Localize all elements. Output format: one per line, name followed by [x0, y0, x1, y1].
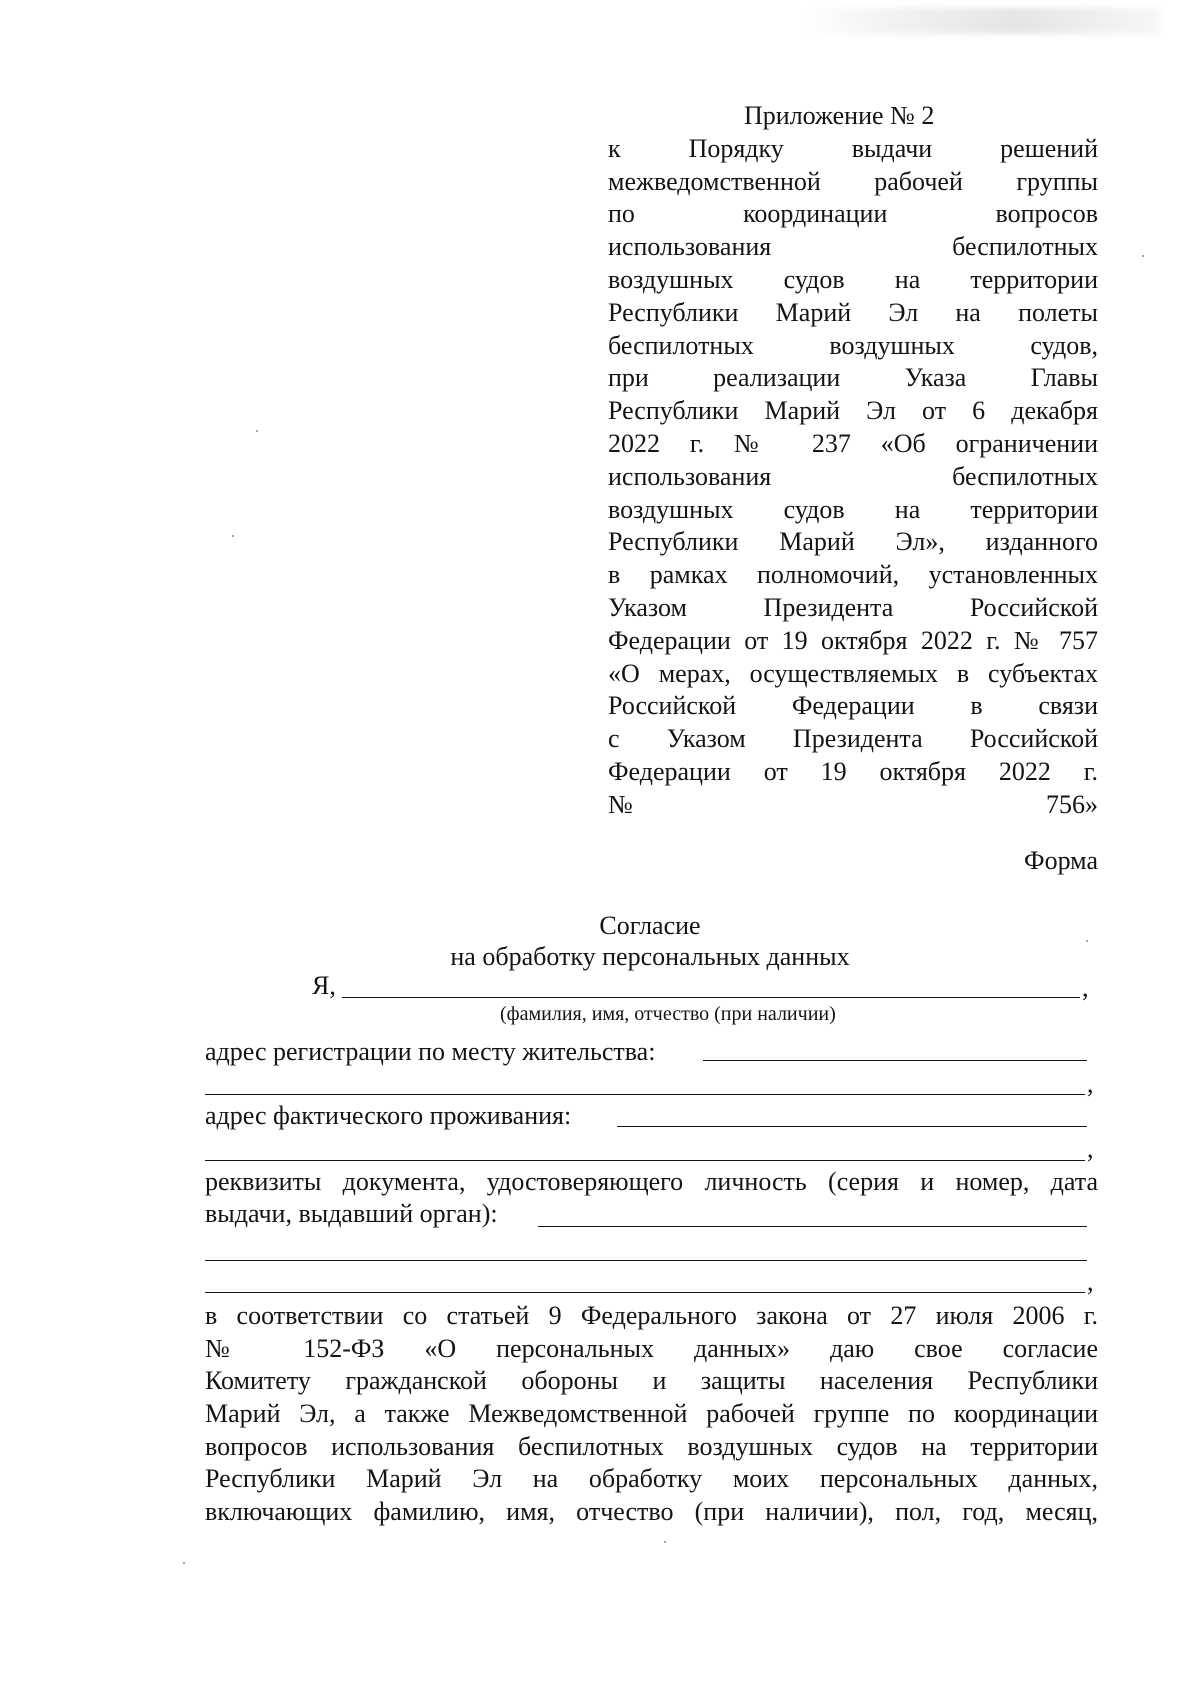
appendix-line: «О мерах, осуществляемых в субъектах	[608, 658, 1098, 688]
actual-address-field-continued[interactable]	[205, 1160, 1085, 1161]
appendix-line: 2022 г. № 237 «Об ограничении	[608, 428, 1098, 458]
id-document-field[interactable]	[538, 1226, 1087, 1227]
consent-line: вопросов использования беспилотных воздушных судов на территории	[205, 1431, 1098, 1461]
appendix-block	[608, 100, 1098, 822]
appendix-line: в рамках полномочий, установленных	[608, 560, 1098, 590]
appendix-line: при реализации Указа Главы	[608, 363, 1098, 393]
name-comma: ,	[1082, 973, 1089, 1002]
actual-address-field[interactable]	[617, 1126, 1087, 1127]
consent-line: № 152-ФЗ «О персональных данных» даю свое согласие	[205, 1333, 1098, 1363]
consent-paragraph	[205, 1300, 1098, 1529]
registration-address-field[interactable]	[703, 1060, 1087, 1061]
registration-label: адрес регистрации по месту жительства:	[205, 1037, 656, 1066]
name-hint: (фамилия, имя, отчество (при наличии)	[500, 1003, 836, 1025]
id-document-label: реквизиты документа, удостоверяющего личность (серия и номер, дата	[205, 1167, 1098, 1196]
id-document-label-continued: выдачи, выдавший орган):	[205, 1199, 498, 1228]
appendix-line: использования беспилотных	[608, 461, 1098, 491]
appendix-line: воздушных судов на территории	[608, 494, 1098, 524]
appendix-line: межведомственной рабочей группы	[608, 166, 1098, 196]
appendix-line: Республики Марий Эл на полеты	[608, 297, 1098, 327]
appendix-line: с Указом Президента Российской	[608, 724, 1098, 754]
scan-speck	[183, 1562, 185, 1564]
appendix-line: Российской Федерации в связи	[608, 691, 1098, 721]
appendix-line: беспилотных воздушных судов,	[608, 330, 1098, 360]
appendix-line: Указом Президента Российской	[608, 592, 1098, 622]
scan-artifact	[800, 8, 1160, 34]
appendix-line: к Порядку выдачи решений	[608, 133, 1098, 163]
appendix-title: Приложение № 2	[744, 101, 935, 130]
appendix-line: воздушных судов на территории	[608, 264, 1098, 294]
consent-line: в соответствии со статьей 9 Федерального закона от 27 июля 2006 г.	[205, 1301, 1098, 1330]
appendix-line: Республики Марий Эл от 6 декабря	[608, 396, 1098, 426]
scan-speck	[1142, 255, 1144, 257]
appendix-line: по координации вопросов	[608, 199, 1098, 229]
actual-address-comma: ,	[1087, 1134, 1094, 1163]
appendix-line: Федерации от 19 октября 2022 г.	[608, 756, 1098, 786]
registration-address-field-continued[interactable]	[205, 1094, 1085, 1095]
id-document-comma: ,	[1087, 1267, 1094, 1296]
id-document-field-line2[interactable]	[205, 1260, 1087, 1261]
id-document-field-line3[interactable]	[205, 1292, 1085, 1293]
form-label: Форма	[1024, 846, 1098, 875]
document-subtitle: на обработку персональных данных	[450, 942, 850, 971]
appendix-line: использования беспилотных	[608, 232, 1098, 262]
consent-line: Комитету гражданской обороны и защиты населения Республики	[205, 1366, 1098, 1396]
scan-speck	[256, 430, 258, 432]
consent-line: включающих фамилию, имя, отчество (при наличии), пол, год, месяц,	[205, 1497, 1098, 1527]
consent-line: Республики Марий Эл на обработку моих персональных данных,	[205, 1464, 1098, 1494]
name-prefix: Я,	[312, 971, 336, 1000]
consent-line: Марий Эл, а также Межведомственной рабочей группе по координации	[205, 1399, 1098, 1429]
appendix-line: Федерации от 19 октября 2022 г. № 757	[608, 625, 1098, 655]
scan-speck	[232, 535, 234, 537]
name-field[interactable]	[342, 997, 1080, 998]
document-title: Согласие	[599, 911, 701, 940]
appendix-line: № 756»	[608, 789, 1098, 819]
registration-comma: ,	[1087, 1069, 1094, 1098]
scan-speck	[664, 1541, 666, 1543]
appendix-line: Республики Марий Эл», изданного	[608, 527, 1098, 557]
actual-address-label: адрес фактического проживания:	[205, 1101, 572, 1130]
